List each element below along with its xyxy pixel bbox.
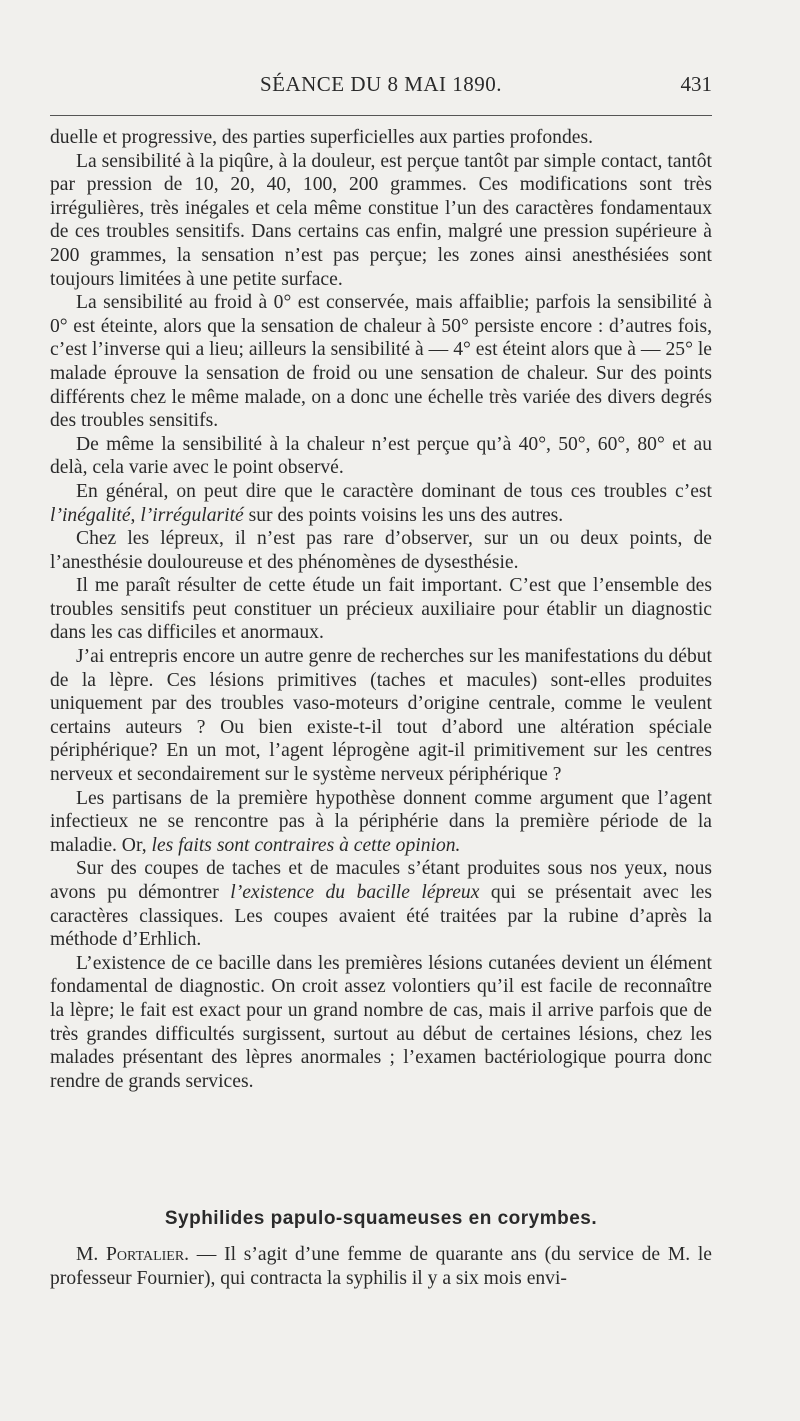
paragraph-1: duelle et progressive, des parties superficielles aux parties profondes. (50, 127, 593, 148)
paragraph-7: Il me paraît résulter de cette étude un fait important. C’est que l’ensemble des troubles sensitifs peut constituer un précieux auxiliaire pour établir un diagnostic dans les cas difficiles et anormaux. (50, 575, 712, 644)
paragraph-10-text: Sur des coupes de taches et de macules s’étant produites sous nos yeux, nous avons pu démontrer (50, 858, 712, 903)
speaker-name: M. Portalier. (76, 1244, 190, 1265)
section-title: Syphilides papulo-squameuses en corymbes. (164, 1208, 598, 1229)
paragraph-10-italic: l’existence du bacille lépreux (230, 882, 480, 903)
paragraph-5 (50, 480, 712, 527)
paragraph-10 (50, 857, 712, 951)
paragraph-5-sep: , (130, 504, 141, 526)
paragraph-5-italic-irregularite: l’irrégularité (140, 504, 244, 526)
page-number: 431 (680, 72, 712, 96)
paragraph-5-italic-inegalite: l’inégalité (50, 504, 131, 526)
header-rule (50, 115, 712, 116)
body-text (50, 126, 712, 1093)
paragraph-9-italic: les faits sont contraires à cette opinion. (151, 834, 461, 856)
paragraph-10-end: qui se présentait avec les caractères classiques. Les coupes avaient été traitées par la rubine d’après la méthode d’Erhlich. (50, 882, 712, 951)
section-body (50, 1243, 712, 1291)
section-paragraph-text: — Il s’agit d’une femme de quarante ans (du service de M. le professeur Fournier), qui contracta la syphilis il y a six mois envi- (50, 1244, 712, 1289)
paragraph-9 (50, 787, 712, 858)
paragraph-4: De même la sensibilité à la chaleur n’est perçue qu’à 40°, 50°, 60°, 80° et au delà, cela varie avec le point observé. (50, 433, 712, 479)
paragraph-5-text: En général, on peut dire que le caractère dominant de tous ces troubles c’est (76, 480, 712, 502)
paragraph-3: La sensibilité au froid à 0° est conservée, mais affaiblie; parfois la sensibilité à 0° est éteinte, alors que la sensation de chaleur à 50° persiste encore : d’autres fois, c’est l’inverse qui a lieu; ailleurs la sensibilité à — 4° est éteint alors que à — 25° le malade éprouve la sensation de froid ou une sensation de chaleur. Sur des points différents chez le même malade, on a donc une échelle très variée des divers degrés des troubles sensitifs. (50, 292, 712, 432)
paragraph-9-text: Les partisans de la première hypothèse donnent comme argument que l’agent infectieux ne se rencontre pas à la périphérie dans la première période de la maladie. Or, (50, 787, 712, 856)
page-header (50, 72, 712, 102)
paragraph-11: L’existence de ce bacille dans les premières lésions cutanées devient un élément fondamental de diagnostic. On croit assez volontiers qu’il est facile de reconnaître la lèpre; le fait est exact pour un grand nombre de cas, mais il arrive parfois que de très grandes difficultés surgissent, surtout au début de certaines lésions, chez les malades présentant des lèpres anormales ; l’examen bactériologique pourra donc rendre de grands services. (50, 952, 712, 1092)
paragraph-6: Chez les lépreux, il n’est pas rare d’observer, sur un ou deux points, de l’anesthésie douloureuse et des phénomènes de dysesthésie. (50, 528, 712, 573)
paragraph-2: La sensibilité à la piqûre, à la douleur, est perçue tantôt par simple contact, tantôt par pression de 10, 20, 40, 100, 200 grammes. Ces modifications sont très irrégulières, très inégales et cela même constitue l’un des caractères fondamentaux de ces troubles sensitifs. Dans certains cas enfin, malgré une pression supérieure à 200 grammes, la sensation n’est pas perçue; les zones ainsi anesthésiées sont toujours limitées à une petite surface. (50, 150, 712, 290)
paragraph-8: J’ai entrepris encore un autre genre de recherches sur les manifestations du début de la lèpre. Ces lésions primitives (taches et macules) sont-elles produites uniquement par des troubles vaso-moteurs d’origine centrale, comme le veulent certains auteurs ? Ou bien existe-t-il tout d’abord une altération spéciale périphérique? En un mot, l’agent léprogène agit-il primitivement sur les centres nerveux et secondairement sur le système nerveux périphérique ? (50, 646, 712, 786)
section-paragraph (50, 1243, 712, 1291)
running-title: SÉANCE DU 8 MAI 1890. (259, 72, 503, 96)
paragraph-5-end: sur des points voisins les uns des autres. (243, 504, 564, 526)
